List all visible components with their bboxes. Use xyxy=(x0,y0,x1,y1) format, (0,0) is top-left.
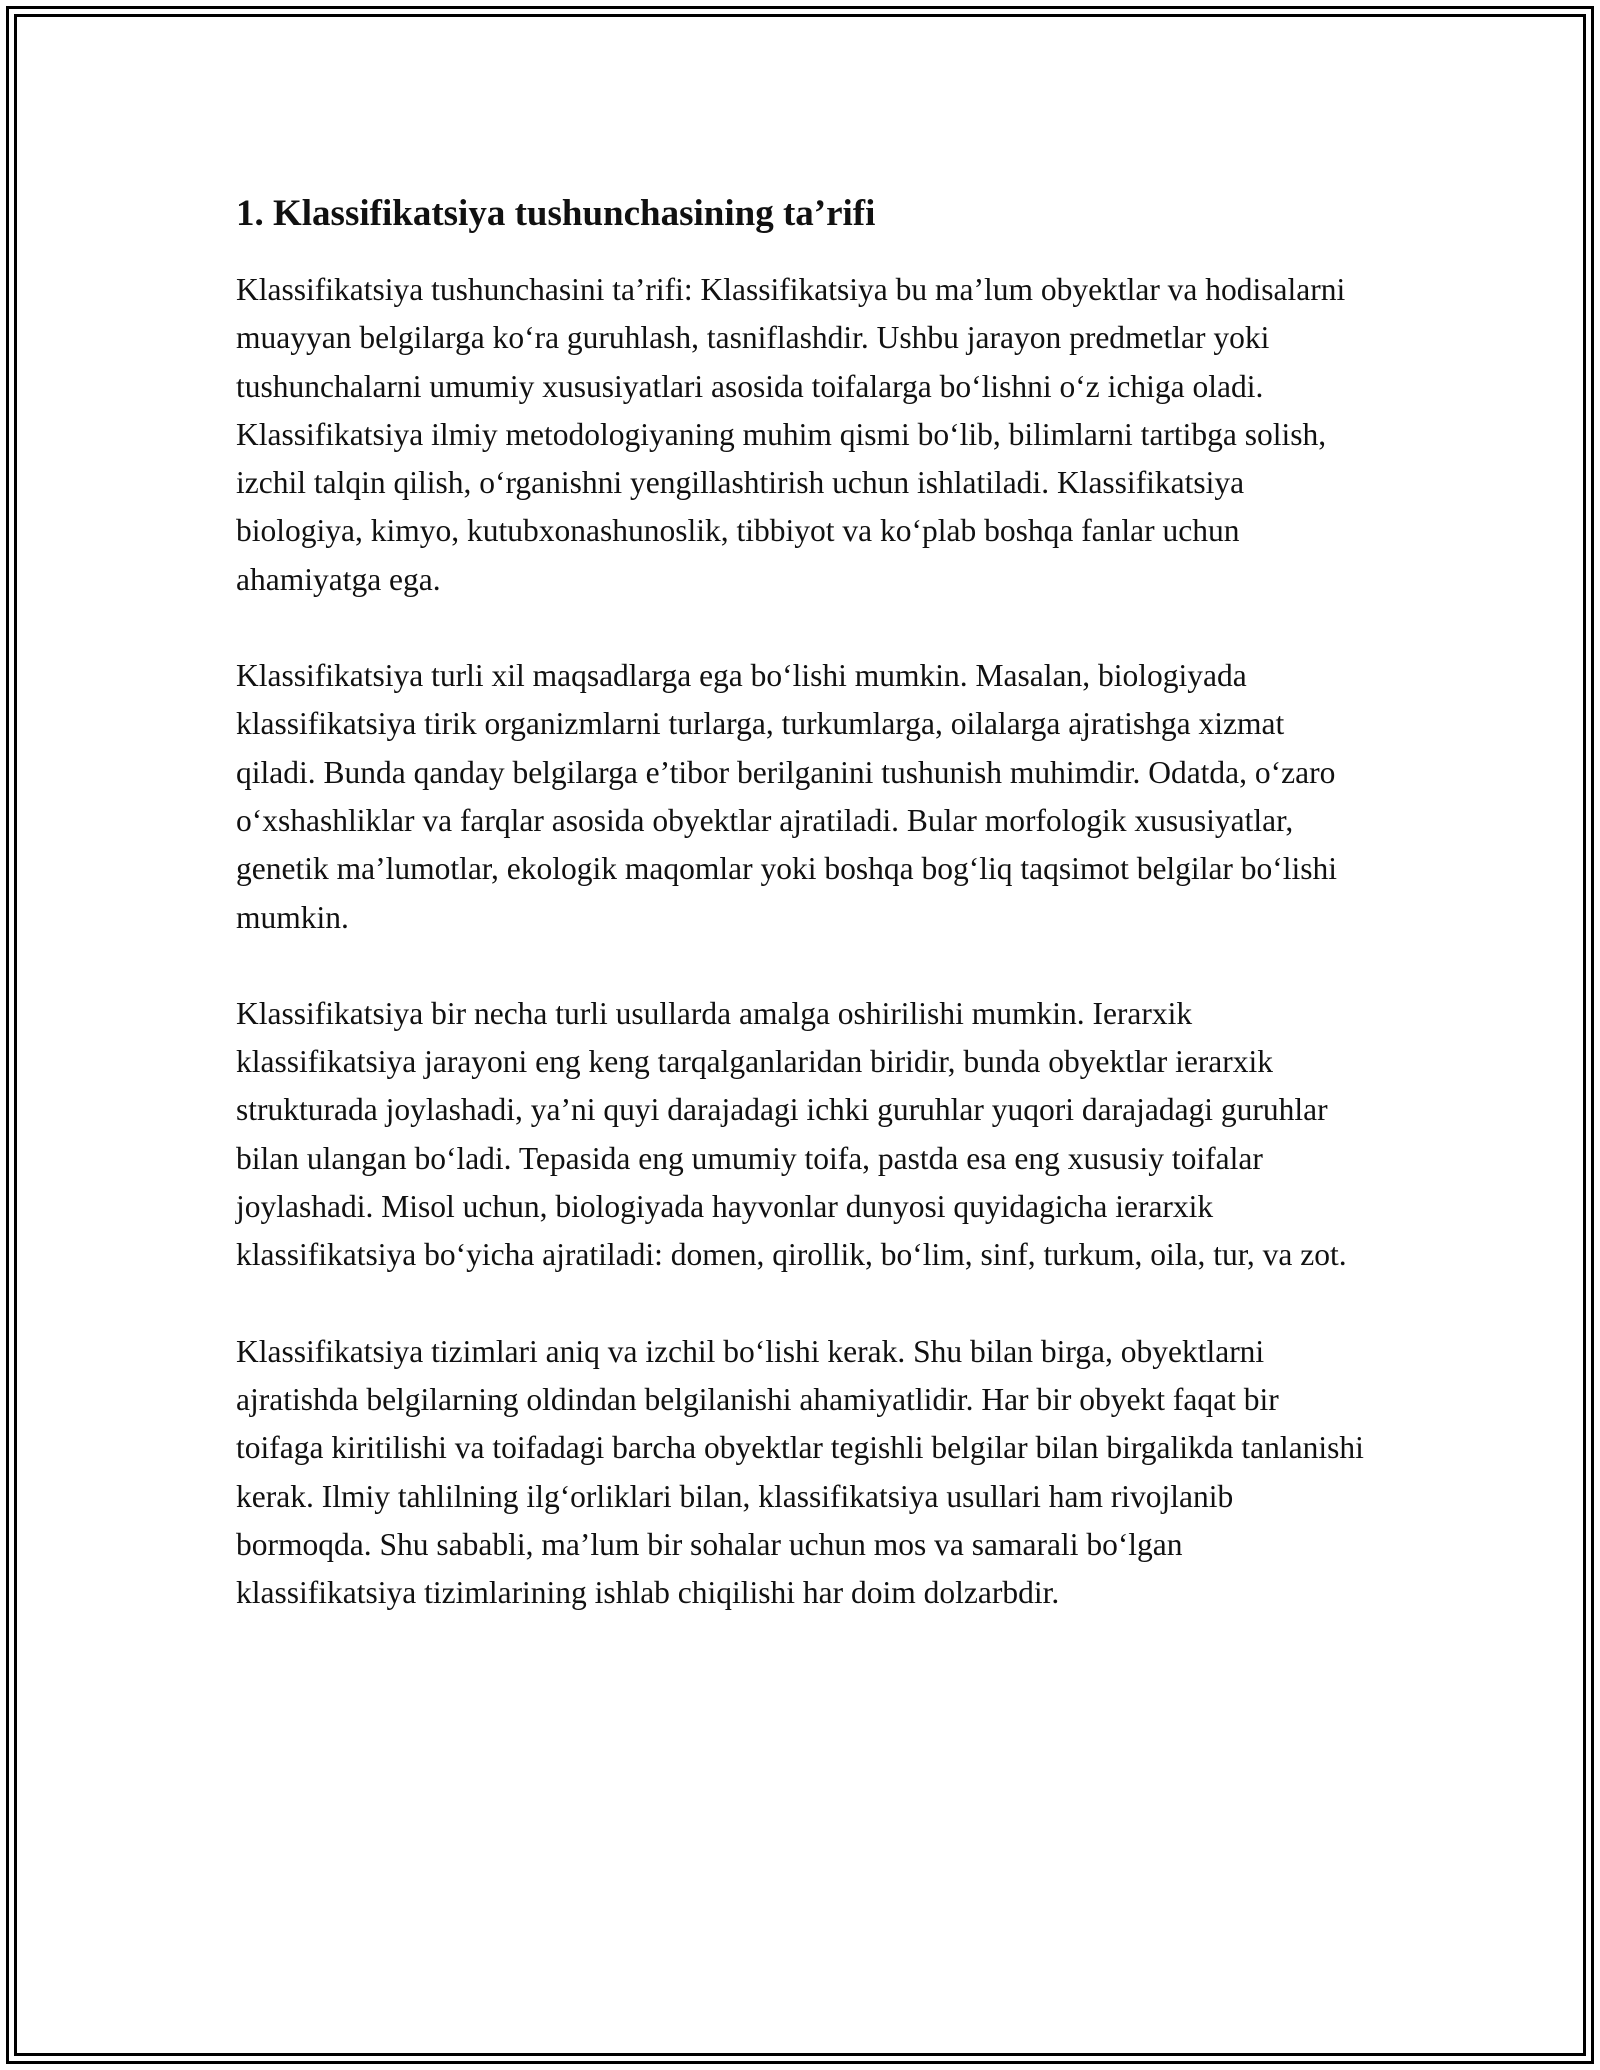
section-heading: 1. Klassifikatsiya tushunchasining ta’rifi xyxy=(236,193,876,234)
paragraph-1: Klassifikatsiya tushunchasini ta’rifi: Klassifikatsiya bu ma’lum obyektlar va hodisalarni muayyan belgilarga ko‘ra guruhlash, tasniflashdir. Ushbu jarayon predmetlar yoki tushunchalarni umumiy xususiyatlari asosida toifalarga bo‘lishni o‘z ichiga oladi. Klassifikatsiya ilmiy metodologiyaning muhim qismi bo‘lib, bilimlarni tartibga solish, izchil talqin qilish, o‘rganishni yengillashtirish uchun ishlatiladi. Klassifikatsiya biologiya, kimyo, kutubxonashunoslik, tibbiyot va ko‘plab boshqa fanlar uchun ahamiyatga ega. xyxy=(236,272,1346,597)
paragraph-3: Klassifikatsiya bir necha turli usullarda amalga oshirilishi mumkin. Ierarxik klassifikatsiya jarayoni eng keng tarqalganlaridan biridir, bunda obyektlar ierarxik strukturada joylashadi, ya’ni quyi darajadagi ichki guruhlar yuqori darajadagi guruhlar bilan ulangan bo‘ladi. Tepasida eng umumiy toifa, pastda esa eng xususiy toifalar joylashadi. Misol uchun, biologiyada hayvonlar dunyosi quyidagicha ierarxik klassifikatsiya bo‘yicha ajratiladi: domen, qirollik, bo‘lim, sinf, turkum, oila, tur, va zot. xyxy=(236,995,1347,1273)
paragraph-4: Klassifikatsiya tizimlari aniq va izchil bo‘lishi kerak. Shu bilan birga, obyektlarni ajratishda belgilarning oldindan belgilanishi ahamiyatlidir. Har bir obyekt faqat bir toifaga kiritilishi va toifadagi barcha obyektlar tegishli belgilar bilan birgalikda tanlanishi kerak. Ilmiy tahlilning ilg‘orliklari bilan, klassifikatsiya usullari ham rivojlanib bormoqda. Shu sababli, ma’lum bir sohalar uchun mos va samarali bo‘lgan klassifikatsiya tizimlarining ishlab chiqilishi har doim dolzarbdir. xyxy=(236,1333,1364,1611)
document-body xyxy=(236,190,1366,1665)
paragraph-2: Klassifikatsiya turli xil maqsadlarga ega bo‘lishi mumkin. Masalan, biologiyada klassifikatsiya tirik organizmlarni turlarga, turkumlarga, oilalarga ajratishga xizmat qiladi. Bunda qanday belgilarga e’tibor berilganini tushunish muhimdir. Odatda, o‘zaro o‘xshashliklar va farqlar asosida obyektlar ajratiladi. Bular morfologik xususiyatlar, genetik ma’lumotlar, ekologik maqomlar yoki boshqa bog‘liq taqsimot belgilar bo‘lishi mumkin. xyxy=(236,658,1338,935)
